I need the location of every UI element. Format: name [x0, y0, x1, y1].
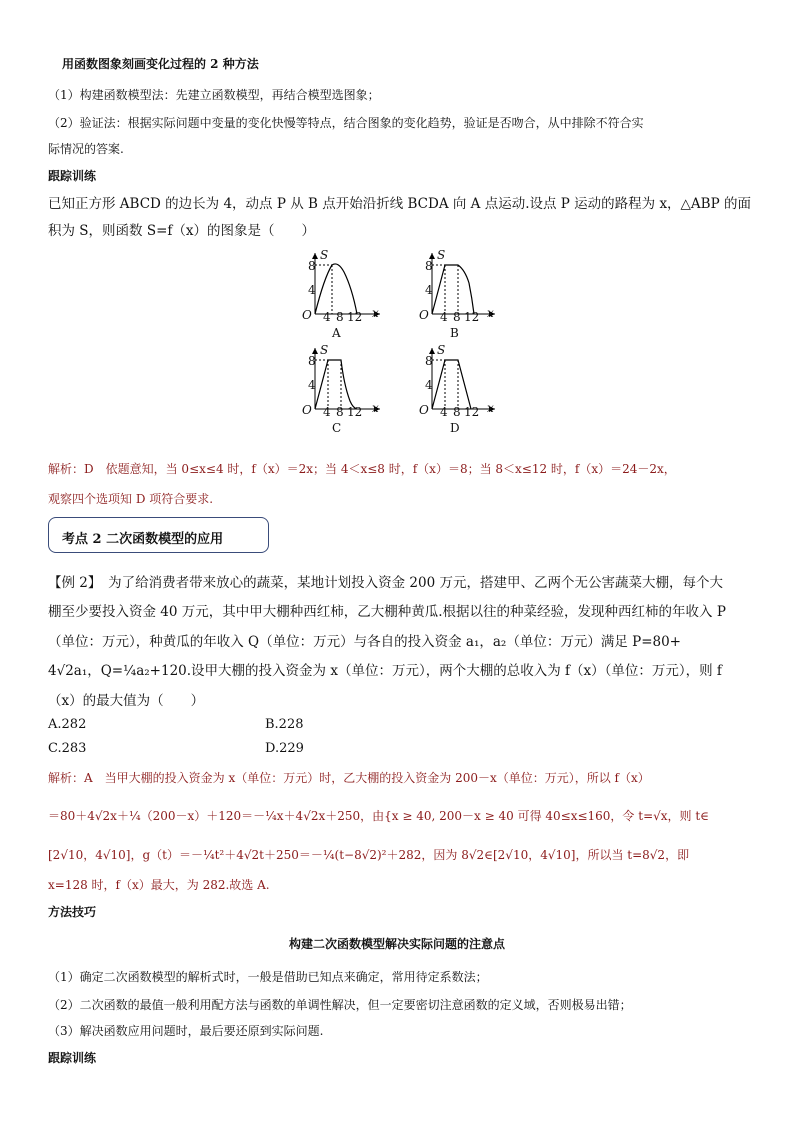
example-line-2: 棚至少要投入资金 40 万元，其中甲大棚种西红柿，乙大棚种黄瓜.根据以往的种菜经验，发现种西红柿的年收入 P — [48, 604, 726, 620]
graph-d-x8: 8 — [453, 405, 461, 419]
example-line-3: （单位：万元），种黄瓜的年收入 Q（单位：万元）与各自的投入资金 a₁，a₂（单位：万元）满足 P=80+ — [48, 634, 681, 650]
graph-d-y4: 4 — [425, 378, 433, 392]
graph-b-x4: 4 — [440, 310, 448, 324]
option-b: B.228 — [265, 717, 304, 732]
method-item-2-cont: 际情况的答案. — [48, 142, 124, 156]
graph-a-y8: 8 — [308, 259, 316, 273]
graph-b-plot — [417, 248, 617, 338]
graph-a-s-label: S — [320, 248, 329, 262]
graph-b-origin: O — [419, 308, 429, 322]
graph-b-label: B — [450, 326, 459, 340]
kaodian-box — [48, 517, 269, 553]
graph-a-x4: 4 — [323, 310, 331, 324]
graph-b — [417, 248, 617, 338]
graph-d-plot — [417, 343, 617, 433]
graph-c-x-label: x — [372, 401, 379, 415]
method-tips-heading: 方法技巧 — [48, 905, 97, 919]
analysis-2-line-1: 解析：A 当甲大棚的投入资金为 x（单位：万元）时，乙大棚的投入资金为 200－x（单位：万元），所以 f（x） — [48, 771, 650, 785]
graph-a-origin: O — [302, 308, 312, 322]
analysis-1-line-1: 解析：D 依题意知，当 0≤x≤4 时，f（x）＝2x；当 4＜x≤8 时，f（x）＝8；当 8＜x≤12 时，f（x）＝24－2x， — [48, 462, 676, 476]
example-line-5: （x）的最大值为（ ） — [48, 693, 205, 709]
graph-c-label: C — [332, 421, 342, 435]
graph-d-label: D — [450, 421, 460, 435]
graph-a-x8: 8 — [336, 310, 344, 324]
graph-d — [417, 343, 617, 433]
problem-line-1: 已知正方形 ABCD 的边长为 4，动点 P 从 B 点开始沿折线 BCDA 向 A 点运动.设点 P 运动的路程为 x，△ABP 的面 — [48, 196, 751, 212]
graph-c-x4: 4 — [323, 405, 331, 419]
problem-line-2: 积为 S，则函数 S=f（x）的图象是（ ） — [48, 223, 316, 239]
note-1: （1）确定二次函数模型的解析式时，一般是借助已知点来确定，常用待定系数法； — [48, 970, 488, 984]
track-training-heading-2: 跟踪训练 — [48, 1051, 97, 1065]
note-2: （2）二次函数的最值一般利用配方法与函数的单调性解决，但一定要密切注意函数的定义域，否则极易出错； — [48, 998, 632, 1012]
graph-c-x8: 8 — [336, 405, 344, 419]
analysis-1-line-2: 观察四个选项知 D 项符合要求. — [48, 492, 214, 506]
analysis-2-line-3: [2√10，4√10]，g（t）＝－¼t²＋4√2t＋250＝－¼(t−8√2)²＋282，因为 8√2∈[2√10，4√10]，所以当 t=8√2，即 — [48, 848, 690, 862]
method-item-2: （2）验证法：根据实际问题中变量的变化快慢等特点，结合图象的变化趋势，验证是否吻合，从中排除不符合实 — [48, 116, 644, 130]
graph-b-x8: 8 — [453, 310, 461, 324]
note-3: （3）解决函数应用问题时，最后要还原到实际问题. — [48, 1024, 324, 1038]
graph-a-label: A — [332, 326, 341, 340]
option-d: D.229 — [265, 741, 304, 756]
graph-b-y4: 4 — [425, 283, 433, 297]
graph-d-x12: 12 — [464, 405, 480, 419]
method-item-1: （1）构建函数模型法：先建立函数模型，再结合模型选图象； — [48, 88, 380, 102]
graph-d-x-label: x — [487, 401, 494, 415]
graph-c-s-label: S — [320, 343, 329, 357]
graph-c-x12: 12 — [347, 405, 363, 419]
analysis-2-line-4: x=128 时，f（x）最大，为 282.故选 A. — [48, 878, 270, 892]
graph-a-y4: 4 — [308, 283, 316, 297]
option-a: A.282 — [48, 717, 87, 732]
graph-a-x12: 12 — [347, 310, 363, 324]
example-line-1: 【例 2】 为了给消费者带来放心的蔬菜，某地计划投入资金 200 万元，搭建甲、乙两个无公害蔬菜大棚，每个大 — [48, 575, 723, 591]
graph-a-x-label: x — [372, 306, 379, 320]
kaodian-title: 考点 2 二次函数模型的应用 — [62, 532, 224, 547]
graph-c-y8: 8 — [308, 354, 316, 368]
section-heading: 用函数图象刻画变化过程的 2 种方法 — [62, 57, 259, 71]
graph-d-s-label: S — [437, 343, 446, 357]
example-line-4: 4√2a₁，Q=¼a₂+120.设甲大棚的投入资金为 x（单位：万元），两个大棚的总收入为 f（x）（单位：万元），则 f — [48, 663, 722, 679]
track-training-heading: 跟踪训练 — [48, 169, 97, 183]
graph-b-x12: 12 — [464, 310, 480, 324]
analysis-2-line-2: ＝80＋4√2x＋¼（200－x）＋120＝－¼x＋4√2x＋250，由{x ≥ 40, 200－x ≥ 40 可得 40≤x≤160，令 t=√x，则 t∈ — [48, 809, 710, 823]
graph-c-y4: 4 — [308, 378, 316, 392]
graph-b-x-label: x — [487, 306, 494, 320]
graph-d-origin: O — [419, 403, 429, 417]
notes-title: 构建二次函数模型解决实际问题的注意点 — [288, 937, 505, 951]
graph-d-y8: 8 — [425, 354, 433, 368]
graph-c-origin: O — [302, 403, 312, 417]
graph-b-y8: 8 — [425, 259, 433, 273]
option-c: C.283 — [48, 741, 87, 756]
graph-b-s-label: S — [437, 248, 446, 262]
graph-d-x4: 4 — [440, 405, 448, 419]
